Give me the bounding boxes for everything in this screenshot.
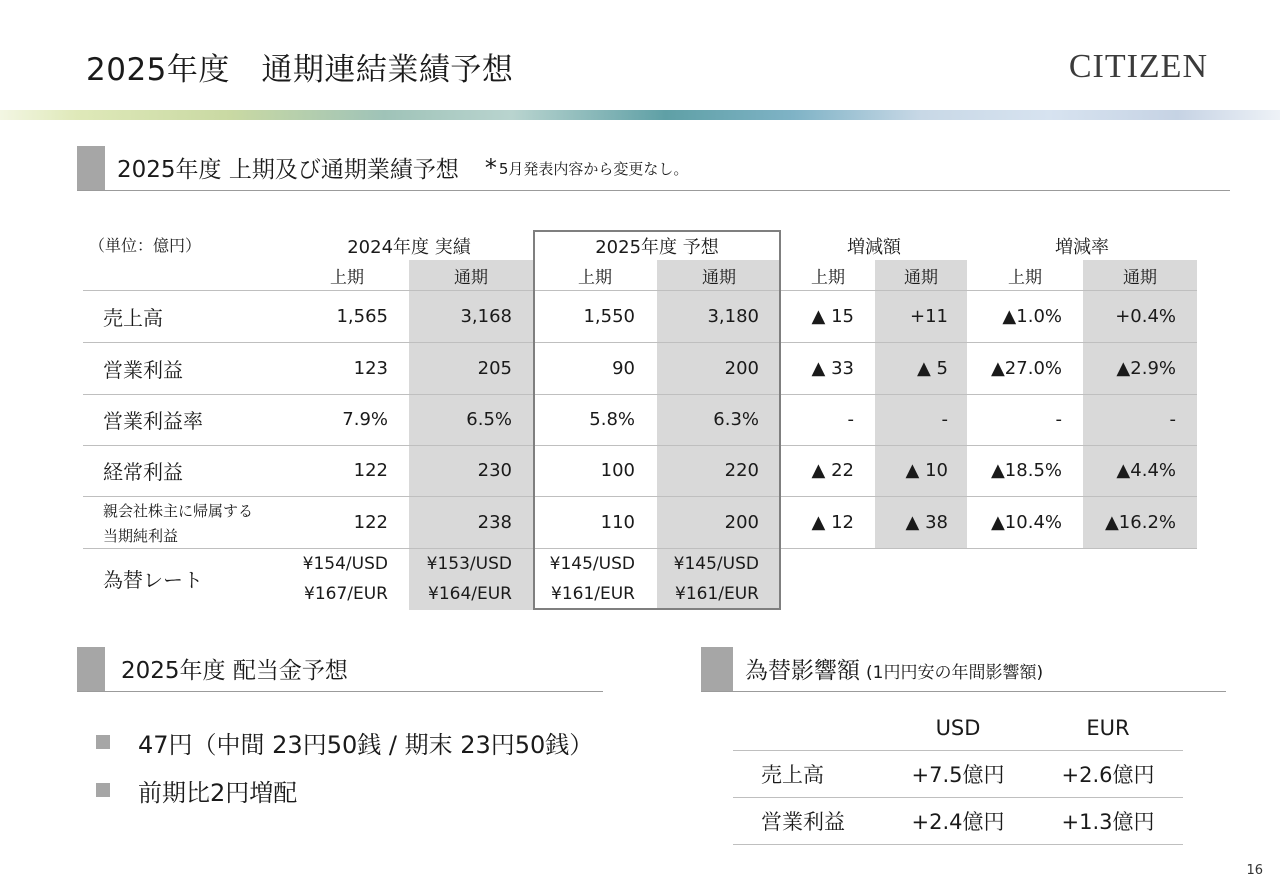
note-star: * [484, 154, 497, 182]
dividend-item-text: 47円（中間 23円50銭 / 期末 23円50銭） [138, 730, 594, 759]
unit-label: （単位：億円） [89, 235, 202, 255]
table-cell: 90 [612, 357, 635, 379]
table-cell: ▲16.2% [1104, 511, 1176, 533]
fx-impact-table [733, 708, 1183, 846]
page-title: 2025年度 通期連結業績予想 [86, 52, 514, 88]
dividend-section-header [77, 647, 603, 692]
fx-rate-cell: ¥161/EUR [675, 584, 759, 604]
subheader-2025-h1: 上期 [578, 267, 612, 288]
fx-impact-section-header [701, 647, 1226, 692]
table-cell: - [1055, 409, 1062, 430]
table-cell: ▲ 33 [811, 357, 854, 379]
section-marker [701, 647, 733, 691]
fx-col-header-eur: EUR [1086, 716, 1130, 740]
fx-row-label-operating-profit: 営業利益 [761, 810, 845, 834]
table-cell: 200 [724, 357, 759, 379]
subheader-2024-h1: 上期 [330, 267, 364, 288]
table-cell: ▲1.0% [1002, 305, 1062, 327]
page-number: 16 [1246, 863, 1263, 878]
table-cell: +0.4% [1115, 305, 1176, 327]
table-cell: ▲ 12 [811, 511, 854, 533]
table-cell: 3,168 [460, 305, 512, 327]
dividend-item-text: 前期比2円増配 [138, 778, 298, 807]
row-label-sales: 売上高 [103, 305, 163, 330]
table-cell: ▲27.0% [990, 357, 1062, 379]
table-cell: 1,550 [583, 305, 635, 327]
table-cell: 238 [477, 511, 512, 533]
table-cell: ▲ 10 [905, 460, 948, 481]
fx-rate-cell: ¥161/EUR [551, 584, 635, 604]
table-cell: 122 [353, 511, 388, 533]
table-cell: - [847, 409, 854, 430]
note-text: 5月発表内容から変更なし。 [498, 160, 689, 178]
group-header-2024: 2024年度 実績 [347, 237, 471, 258]
fx-rate-cell: ¥145/USD [549, 554, 635, 574]
decorative-band [0, 110, 1280, 120]
table-cell: 3,180 [707, 305, 759, 327]
table-cell: ▲ 38 [905, 511, 948, 533]
subheader-diff-h1: 上期 [811, 267, 845, 288]
table-cell: 205 [477, 357, 512, 379]
table-cell: 7.9% [342, 409, 388, 430]
table-cell: 1,565 [336, 305, 388, 327]
fx-rate-cell: ¥153/USD [426, 554, 512, 574]
fx-col-header-usd: USD [935, 716, 981, 740]
fx-impact-cell: +2.6億円 [1061, 763, 1155, 787]
row-label-net-income-line1: 親会社株主に帰属する [103, 501, 254, 520]
table-cell: ▲2.9% [1116, 357, 1176, 379]
list-item [96, 766, 593, 814]
table-cell: 110 [600, 511, 635, 533]
subheader-diff-full: 通期 [904, 267, 938, 288]
table-cell: ▲ 15 [811, 305, 854, 327]
table-cell: ▲ 5 [916, 357, 948, 379]
table-cell: ▲10.4% [990, 511, 1062, 533]
group-header-diff: 増減額 [847, 237, 901, 258]
subheader-rate-full: 通期 [1123, 267, 1157, 288]
table-cell: 123 [353, 357, 388, 379]
group-header-rate: 増減率 [1055, 237, 1109, 258]
forecast-section-header [77, 146, 1230, 191]
fx-impact-cell: +2.4億円 [911, 810, 1005, 834]
table-cell: 220 [724, 460, 759, 481]
forecast-section-title: 2025年度 上期及び通期業績予想 [117, 157, 459, 183]
table-cell: - [941, 409, 948, 430]
section-marker [77, 146, 105, 190]
table-divider [733, 844, 1183, 845]
bullet-square-icon [96, 735, 110, 749]
forecast-section-note [485, 154, 689, 190]
table-cell: ▲4.4% [1116, 460, 1176, 481]
fx-impact-cell: +7.5億円 [911, 763, 1005, 787]
fx-row-label-sales: 売上高 [761, 763, 824, 787]
subheader-rate-h1: 上期 [1008, 267, 1042, 288]
fx-rate-cell: ¥164/EUR [428, 584, 512, 604]
list-item [96, 718, 593, 766]
table-cell: 6.3% [713, 409, 759, 430]
table-cell: 100 [600, 460, 635, 481]
dividend-section-title: 2025年度 配当金予想 [121, 658, 348, 684]
bullet-square-icon [96, 783, 110, 797]
table-cell: - [1169, 409, 1176, 430]
subheader-2025-full: 通期 [702, 267, 736, 288]
dividend-list [96, 718, 593, 814]
forecast-table [83, 230, 1197, 610]
table-cell: 6.5% [466, 409, 512, 430]
subheader-2024-full: 通期 [454, 267, 488, 288]
section-marker [77, 647, 105, 691]
table-cell: ▲ 22 [811, 460, 854, 481]
fx-rate-cell: ¥154/USD [302, 554, 388, 574]
fx-impact-section-title: 為替影響額 [745, 658, 860, 684]
fx-impact-cell: +1.3億円 [1061, 810, 1155, 834]
fx-rate-cell: ¥145/USD [673, 554, 759, 574]
fx-impact-section-subtitle: (1円円安の年間影響額) [866, 663, 1044, 683]
table-cell: 230 [477, 460, 512, 481]
group-header-2025: 2025年度 予想 [595, 237, 719, 258]
row-label-operating-margin: 営業利益率 [103, 409, 203, 433]
table-cell: 122 [353, 460, 388, 481]
row-label-operating-profit: 営業利益 [103, 357, 183, 382]
table-cell: +11 [910, 305, 948, 327]
row-label-net-income-line2: 当期純利益 [103, 527, 179, 545]
table-cell: 5.8% [589, 409, 635, 430]
citizen-logo: CITIZEN [1068, 48, 1208, 85]
row-label-ordinary-profit: 経常利益 [103, 460, 183, 484]
fx-rate-cell: ¥167/EUR [304, 584, 388, 604]
row-label-fx-rate: 為替レート [103, 567, 203, 592]
table-cell: ▲18.5% [990, 460, 1062, 481]
table-cell: 200 [724, 511, 759, 533]
